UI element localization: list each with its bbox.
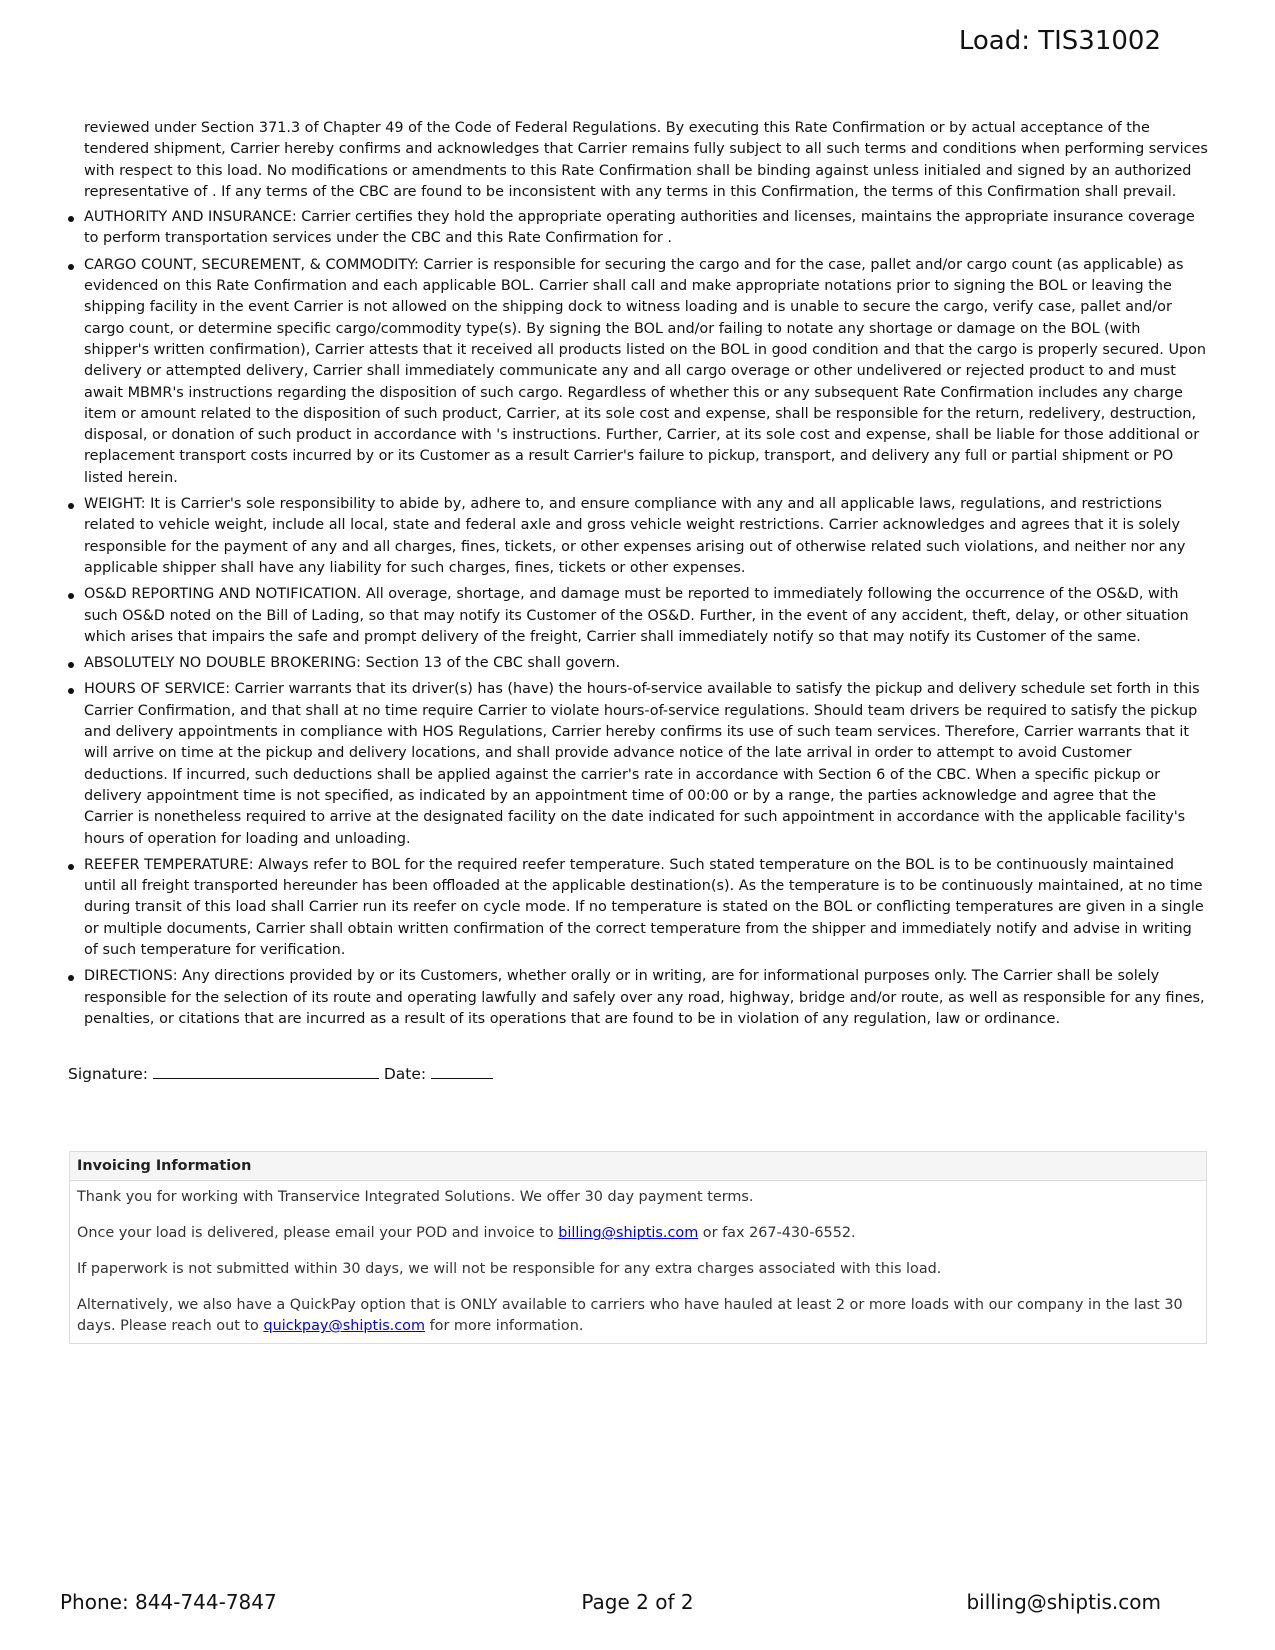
terms-list xyxy=(68,207,1208,1030)
terms-section xyxy=(68,118,1208,1035)
pod-text-before: Once your load is delivered, please email your POD and invoice to xyxy=(77,1225,559,1241)
invoicing-quickpay xyxy=(77,1295,1199,1337)
invoicing-panel xyxy=(69,1151,1207,1344)
term-cargo-count: CARGO COUNT, SECUREMENT, & COMMODITY: Carrier is responsible for securing the cargo and for the case, pallet and/or cargo count (as applicable) as evidenced on this Rate Confirmation and each applicable BOL. Carrier shall call and make appropriate notations prior to signing the BOL or leaving the shipping facility in the event Carrier is not allowed on the shipping dock to witness loading and is unable to secure the cargo, verify case, pallet and/or cargo count, or determine specific cargo/commodity type(s). By signing the BOL and/or failing to notate any shortage or damage on the BOL (with shipper's written confirmation), Carrier attests that it received all products listed on the BOL in good condition and that the cargo is properly secured. Upon delivery or attempted delivery, Carrier shall immediately communicate any and all cargo overage or other undelivered or rejected product to and must await MBMR's instructions regarding the disposition of such cargo. Regardless of whether this or any subsequent Rate Confirmation includes any charge item or amount related to the disposition of such product, Carrier, at its sole cost and expense, shall be responsible for the return, redelivery, destruction, disposal, or donation of such product in accordance with 's instructions. Further, Carrier, at its sole cost and expense, shall be liable for those additional or replacement transport costs incurred by or its Customer as a result Carrier's failure to pickup, transport, and delivery any full or partial shipment or PO listed herein. xyxy=(84,255,1208,489)
quickpay-text-before: Alternatively, we also have a QuickPay option that is ONLY available to carriers who have hauled at least 2 or more loads with our company in the last 30 days. Please reach out to xyxy=(77,1297,1183,1334)
billing-email-link[interactable]: billing@shiptis.com xyxy=(558,1225,699,1241)
term-directions: DIRECTIONS: Any directions provided by or its Customers, whether orally or in writing, are for informational purposes only. The Carrier shall be solely responsible for the selection of its route and operating lawfully and safely over any road, highway, bridge and/or route, as well as responsible for any fines, penalties, or citations that are incurred as a result of its operations that are found to be in violation of any regulation, law or ordinance. xyxy=(84,966,1208,1030)
term-osd-reporting: OS&D REPORTING AND NOTIFICATION. All overage, shortage, and damage must be reported to immediately following the occurrence of the OS&D, with such OS&D noted on the Bill of Lading, so that may notify its Customer of the OS&D. Further, in the event of any accident, theft, delay, or other situation which arises that impairs the safe and prompt delivery of the freight, Carrier shall immediately notify so that may notify its Customer of the same. xyxy=(84,584,1208,648)
invoicing-payment-terms: Thank you for working with Transervice Integrated Solutions. We offer 30 day payment terms. xyxy=(77,1189,754,1205)
date-label: Date: xyxy=(383,1065,427,1083)
term-reefer-temperature: REEFER TEMPERATURE: Always refer to BOL for the required reefer temperature. Such stated temperature on the BOL is to be continuously maintained until all freight transported hereunder has been offloaded at the applicable destination(s). As the temperature is to be continuously maintained, at no time during transit of this load shall Carrier run its reefer on cycle mode. If no temperature is stated on the BOL or conflicting temperatures are given in a single or multiple documents, Carrier shall obtain written confirmation of the correct temperature from the shipper and immediately notify and advise in writing of such temperature for verification. xyxy=(84,855,1208,961)
quickpay-text-after: for more information. xyxy=(425,1318,584,1334)
signature-field[interactable] xyxy=(153,1064,379,1079)
footer-phone: Phone: 844-744-7847 xyxy=(60,1590,277,1614)
footer-page-number: Page 2 of 2 xyxy=(581,1590,694,1614)
invoicing-paperwork-notice: If paperwork is not submitted within 30 days, we will not be responsible for any extra charges associated with this load. xyxy=(77,1261,942,1277)
load-number: Load: TIS31002 xyxy=(958,26,1161,56)
terms-continuation: reviewed under Section 371.3 of Chapter 49 of the Code of Federal Regulations. By executing this Rate Confirmation or by actual acceptance of the tendered shipment, Carrier hereby confirms and acknowledges that Carrier remains fully subject to all such terms and conditions when performing services with respect to this load. No modifications or amendments to this Rate Confirmation shall be binding against unless initialed and signed by an authorized representative of . If any terms of the CBC are found to be inconsistent with any terms in this Confirmation, the terms of this Confirmation shall prevail. xyxy=(84,120,1208,200)
pod-text-after: or fax 267-430-6552. xyxy=(698,1225,856,1241)
date-field[interactable] xyxy=(431,1064,493,1079)
term-double-brokering: ABSOLUTELY NO DOUBLE BROKERING: Section 13 of the CBC shall govern. xyxy=(84,653,1208,674)
invoicing-body xyxy=(70,1181,1206,1343)
invoicing-title: Invoicing Information xyxy=(70,1152,1206,1181)
term-weight: WEIGHT: It is Carrier's sole responsibility to abide by, adhere to, and ensure compliance with any and all applicable laws, regulations, and restrictions related to vehicle weight, include all local, state and federal axle and gross vehicle weight restrictions. Carrier acknowledges and agrees that it is solely responsible for the payment of any and all charges, fines, tickets, or other expenses arising out of otherwise related such violations, and neither nor any applicable shipper shall have any liability for such charges, fines, tickets or other expenses. xyxy=(84,494,1208,579)
footer-email: billing@shiptis.com xyxy=(966,1590,1161,1614)
term-hours-of-service: HOURS OF SERVICE: Carrier warrants that its driver(s) has (have) the hours-of-service available to satisfy the pickup and delivery schedule set forth in this Carrier Confirmation, and that shall at no time require Carrier to violate hours-of-service regulations. Should team drivers be required to satisfy the pickup and delivery appointments in compliance with HOS Regulations, Carrier hereby confirms its use of such team services. Therefore, Carrier warrants that it will arrive on time at the pickup and delivery locations, and shall provide advance notice of the late arrival in order to attempt to avoid Customer deductions. If incurred, such deductions shall be applied against the carrier's rate in accordance with Section 6 of the CBC. When a specific pickup or delivery appointment time is not specified, as indicated by an appointment time of 00:00 or by a range, the parties acknowledge and agree that the Carrier is nonetheless required to arrive at the designated facility on the date indicated for such appointment in accordance with the applicable facility's hours of operation for loading and unloading. xyxy=(84,679,1208,849)
signature-line xyxy=(68,1064,493,1083)
term-authority-insurance: AUTHORITY AND INSURANCE: Carrier certifies they hold the appropriate operating authorities and licenses, maintains the appropriate insurance coverage to perform transportation services under the CBC and this Rate Confirmation for . xyxy=(84,207,1208,250)
signature-label: Signature: xyxy=(68,1065,148,1083)
quickpay-email-link[interactable]: quickpay@shiptis.com xyxy=(263,1318,425,1334)
invoicing-pod-instructions xyxy=(77,1223,1199,1244)
